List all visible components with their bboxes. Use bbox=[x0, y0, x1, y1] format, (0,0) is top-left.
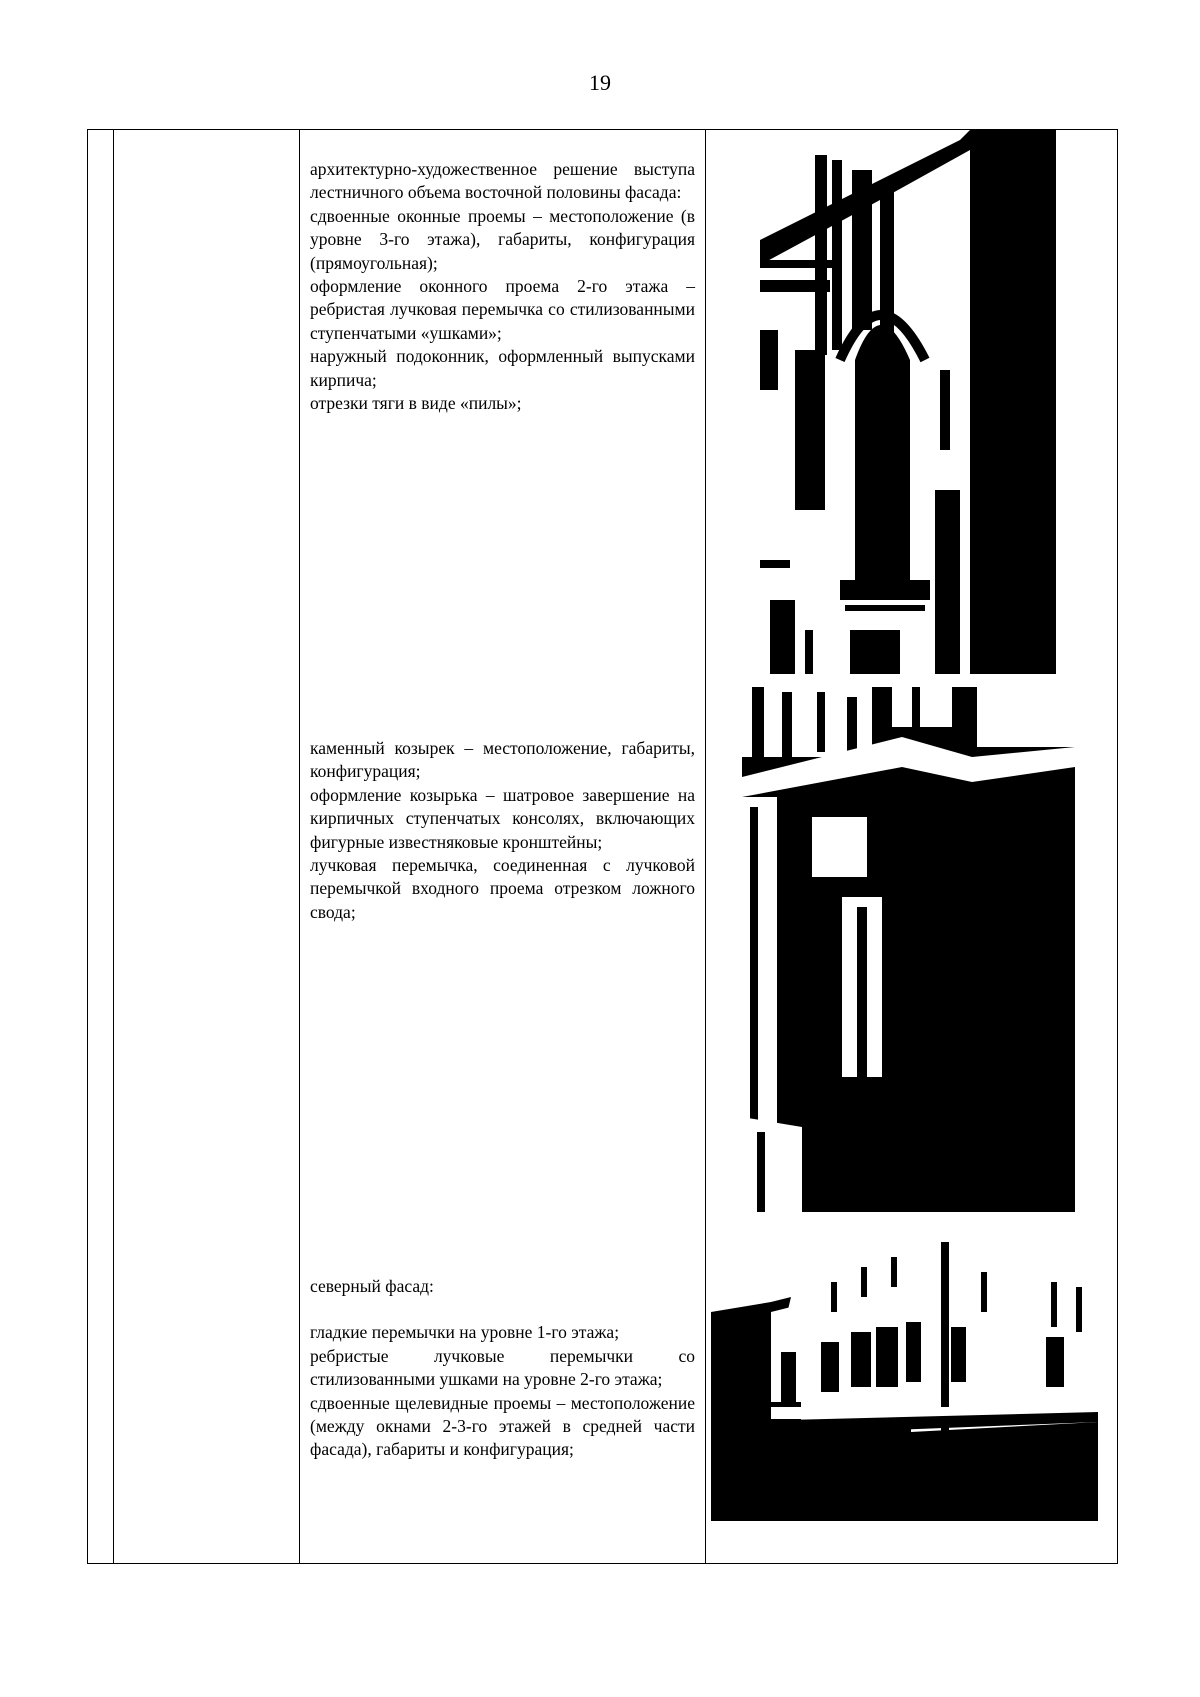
text-line: сдвоенные щелевидные проемы – местоположение (между окнами 2-3-го этажей в средней части фасада), габариты и конфигурация; bbox=[310, 1392, 695, 1460]
page-number: 19 bbox=[589, 70, 611, 95]
column-divider bbox=[299, 130, 300, 1563]
text-line: лучковая перемычка, соединенная с лучковой перемычкой входного проема отрезком ложного свода; bbox=[310, 855, 695, 922]
column-divider bbox=[113, 130, 114, 1563]
canopy-photo bbox=[742, 687, 1075, 1212]
section-1-text bbox=[310, 158, 695, 415]
text-line: отрезки тяги в виде «пилы»; bbox=[310, 393, 522, 414]
text-line: северный фасад: bbox=[310, 1276, 434, 1296]
text-line: каменный козырек – местоположение, габариты, конфигурация; bbox=[310, 738, 695, 782]
text-line: ребристые лучковые перемычки со стилизованными ушками на уровне 2-го этажа; bbox=[310, 1345, 695, 1390]
text-line: архитектурно-художественное решение выступа лестничного объема восточной половины фасада: bbox=[310, 159, 695, 203]
text-line: сдвоенные оконные проемы – местоположение (в уровне 3-го этажа), габариты, конфигурация (прямоугольная); bbox=[310, 205, 695, 273]
text-line: оформление оконного проема 2-го этажа – ребристая лучковая перемычка со стилизованными ступенчатыми «ушками»; bbox=[310, 276, 695, 343]
facade-photo-1 bbox=[760, 130, 1056, 674]
section-2-text bbox=[310, 737, 695, 924]
section-3-text bbox=[310, 1275, 695, 1462]
text-line bbox=[310, 1298, 695, 1321]
text-line: оформление козырька – шатровое завершение на кирпичных ступенчатых консолях, включающих фигурные известняковые кронштейны; bbox=[310, 784, 695, 852]
north-facade-photo bbox=[711, 1222, 1098, 1521]
column-divider bbox=[705, 130, 706, 1563]
text-line: наружный подоконник, оформленный выпусками кирпича; bbox=[310, 346, 695, 390]
text-line: гладкие перемычки на уровне 1-го этажа; bbox=[310, 1322, 620, 1343]
